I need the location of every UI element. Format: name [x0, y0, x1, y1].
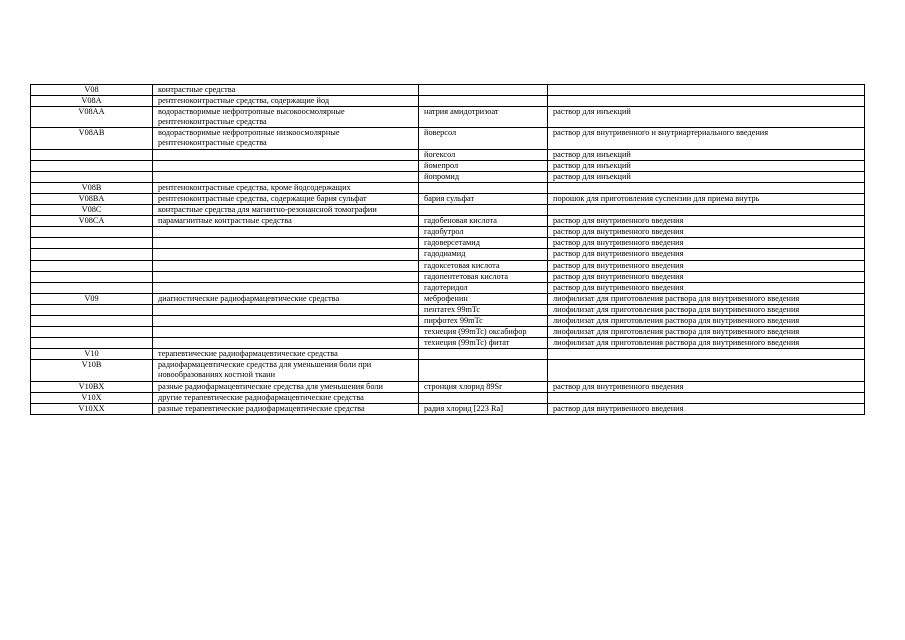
table-row: [31, 205, 865, 216]
atc-group-cell: рентгеноконтрастные средства, содержащие бария сульфат: [153, 193, 419, 204]
atc-code-cell: [31, 338, 153, 349]
drug-name-cell: [419, 392, 548, 403]
atc-group-cell: [153, 227, 419, 238]
atc-code-cell: V08B: [31, 182, 153, 193]
dosage-form-cell: раствор для внутривенного введения: [548, 227, 865, 238]
atc-code-cell: [31, 260, 153, 271]
dosage-form-cell: раствор для инъекций: [548, 107, 865, 128]
table-row: [31, 107, 865, 128]
drug-name-cell: йоверсол: [419, 128, 548, 149]
atc-code-cell: V08: [31, 85, 153, 96]
atc-code-cell: V10B: [31, 360, 153, 381]
atc-group-cell: контрастные средства: [153, 85, 419, 96]
atc-group-cell: парамагнитные контрастные средства: [153, 216, 419, 227]
atc-group-cell: [153, 260, 419, 271]
atc-code-cell: [31, 327, 153, 338]
atc-code-cell: V10BX: [31, 381, 153, 392]
table-row: [31, 349, 865, 360]
atc-code-cell: [31, 171, 153, 182]
atc-group-cell: водорастворимые нефротропные низкоосмолярные рентгеноконтрастные средства: [153, 128, 419, 149]
drug-name-cell: [419, 360, 548, 381]
table-row: [31, 271, 865, 282]
dosage-form-cell: раствор для инъекций: [548, 149, 865, 160]
table-row: [31, 327, 865, 338]
dosage-form-cell: порошок для приготовления суспензии для приема внутрь: [548, 193, 865, 204]
atc-code-cell: [31, 304, 153, 315]
atc-code-cell: V09: [31, 293, 153, 304]
atc-group-cell: [153, 171, 419, 182]
drug-name-cell: [419, 96, 548, 107]
atc-code-cell: V08BA: [31, 193, 153, 204]
atc-code-cell: [31, 271, 153, 282]
drug-name-cell: [419, 85, 548, 96]
atc-group-cell: терапевтические радиофармацевтические средства: [153, 349, 419, 360]
dosage-form-cell: раствор для внутривенного введения: [548, 403, 865, 414]
atc-code-cell: V08AB: [31, 128, 153, 149]
atc-group-cell: [153, 160, 419, 171]
drug-name-cell: гадобеновая кислота: [419, 216, 548, 227]
drug-name-cell: стронция хлорид 89Sr: [419, 381, 548, 392]
table-row: [31, 260, 865, 271]
dosage-form-cell: [548, 182, 865, 193]
atc-group-cell: [153, 304, 419, 315]
table-row: [31, 338, 865, 349]
dosage-form-cell: лиофилизат для приготовления раствора для внутривенного введения: [548, 304, 865, 315]
table-row: [31, 149, 865, 160]
drug-name-cell: [419, 349, 548, 360]
dosage-form-cell: лиофилизат для приготовления раствора для внутривенного введения: [548, 293, 865, 304]
dosage-form-cell: [548, 85, 865, 96]
drug-name-cell: радия хлорид [223 Ra]: [419, 403, 548, 414]
atc-group-cell: [153, 282, 419, 293]
atc-group-cell: диагностические радиофармацевтические средства: [153, 293, 419, 304]
atc-group-cell: [153, 149, 419, 160]
table-row: [31, 238, 865, 249]
atc-code-cell: [31, 238, 153, 249]
drug-list-table: [30, 84, 865, 415]
table-row: [31, 85, 865, 96]
table-row: [31, 128, 865, 149]
atc-group-cell: контрастные средства для магнитно-резонансной томографии: [153, 205, 419, 216]
drug-name-cell: меброфенин: [419, 293, 548, 304]
table-row: [31, 96, 865, 107]
atc-code-cell: V08AA: [31, 107, 153, 128]
atc-code-cell: V10X: [31, 392, 153, 403]
atc-group-cell: [153, 315, 419, 326]
dosage-form-cell: лиофилизат для приготовления раствора для внутривенного введения: [548, 327, 865, 338]
atc-group-cell: разные терапевтические радиофармацевтические средства: [153, 403, 419, 414]
atc-group-cell: [153, 338, 419, 349]
atc-code-cell: [31, 315, 153, 326]
atc-code-cell: [31, 282, 153, 293]
atc-group-cell: [153, 271, 419, 282]
atc-code-cell: [31, 149, 153, 160]
dosage-form-cell: раствор для внутривенного введения: [548, 282, 865, 293]
dosage-form-cell: раствор для внутривенного введения: [548, 271, 865, 282]
atc-code-cell: [31, 160, 153, 171]
dosage-form-cell: [548, 360, 865, 381]
atc-group-cell: рентгеноконтрастные средства, содержащие йод: [153, 96, 419, 107]
drug-name-cell: гадоксетовая кислота: [419, 260, 548, 271]
table-row: [31, 171, 865, 182]
atc-code-cell: [31, 227, 153, 238]
dosage-form-cell: раствор для инъекций: [548, 160, 865, 171]
drug-name-cell: [419, 182, 548, 193]
drug-name-cell: пентатех 99mTc: [419, 304, 548, 315]
drug-name-cell: йогексол: [419, 149, 548, 160]
dosage-form-cell: раствор для внутривенного введения: [548, 238, 865, 249]
table-row: [31, 304, 865, 315]
drug-name-cell: технеция (99mTc) оксабифор: [419, 327, 548, 338]
table-row: [31, 282, 865, 293]
dosage-form-cell: раствор для внутривенного введения: [548, 249, 865, 260]
table-row: [31, 381, 865, 392]
drug-name-cell: гадобутрол: [419, 227, 548, 238]
dosage-form-cell: [548, 96, 865, 107]
atc-code-cell: [31, 249, 153, 260]
table-row: [31, 193, 865, 204]
atc-group-cell: [153, 238, 419, 249]
atc-code-cell: V08A: [31, 96, 153, 107]
table-body: [31, 85, 865, 415]
drug-name-cell: пирфотех 99mTc: [419, 315, 548, 326]
atc-group-cell: [153, 249, 419, 260]
table-row: [31, 315, 865, 326]
atc-code-cell: V08C: [31, 205, 153, 216]
atc-code-cell: V10: [31, 349, 153, 360]
atc-group-cell: разные радиофармацевтические средства для уменьшения боли: [153, 381, 419, 392]
table-row: [31, 249, 865, 260]
table-row: [31, 227, 865, 238]
drug-name-cell: гадотеридол: [419, 282, 548, 293]
drug-name-cell: йомепрол: [419, 160, 548, 171]
table-row: [31, 403, 865, 414]
dosage-form-cell: раствор для внутривенного введения: [548, 216, 865, 227]
drug-name-cell: технеция (99mTc) фитат: [419, 338, 548, 349]
table-row: [31, 293, 865, 304]
dosage-form-cell: лиофилизат для приготовления раствора для внутривенного введения: [548, 315, 865, 326]
drug-name-cell: йопромид: [419, 171, 548, 182]
dosage-form-cell: раствор для инъекций: [548, 171, 865, 182]
atc-group-cell: [153, 327, 419, 338]
drug-name-cell: натрия амидотризоат: [419, 107, 548, 128]
table-row: [31, 182, 865, 193]
drug-name-cell: гадоверсетамид: [419, 238, 548, 249]
drug-name-cell: [419, 205, 548, 216]
table-row: [31, 392, 865, 403]
table-row: [31, 160, 865, 171]
table-row: [31, 216, 865, 227]
atc-group-cell: радиофармацевтические средства для уменьшения боли при новообразованиях костной ткани: [153, 360, 419, 381]
drug-name-cell: гадопентетовая кислота: [419, 271, 548, 282]
dosage-form-cell: [548, 392, 865, 403]
dosage-form-cell: раствор для внутривенного введения: [548, 381, 865, 392]
atc-code-cell: V10XX: [31, 403, 153, 414]
drug-name-cell: бария сульфат: [419, 193, 548, 204]
atc-group-cell: другие терапевтические радиофармацевтические средства: [153, 392, 419, 403]
dosage-form-cell: раствор для внутривенного введения: [548, 260, 865, 271]
table-row: [31, 360, 865, 381]
atc-group-cell: рентгеноконтрастные средства, кроме йодсодержащих: [153, 182, 419, 193]
dosage-form-cell: лиофилизат для приготовления раствора для внутривенного введения: [548, 338, 865, 349]
atc-code-cell: V08CA: [31, 216, 153, 227]
dosage-form-cell: [548, 349, 865, 360]
dosage-form-cell: [548, 205, 865, 216]
dosage-form-cell: раствор для внутривенного и внутриартериального введения: [548, 128, 865, 149]
atc-group-cell: водорастворимые нефротропные высокоосмолярные рентгеноконтрастные средства: [153, 107, 419, 128]
drug-name-cell: гадодиамид: [419, 249, 548, 260]
